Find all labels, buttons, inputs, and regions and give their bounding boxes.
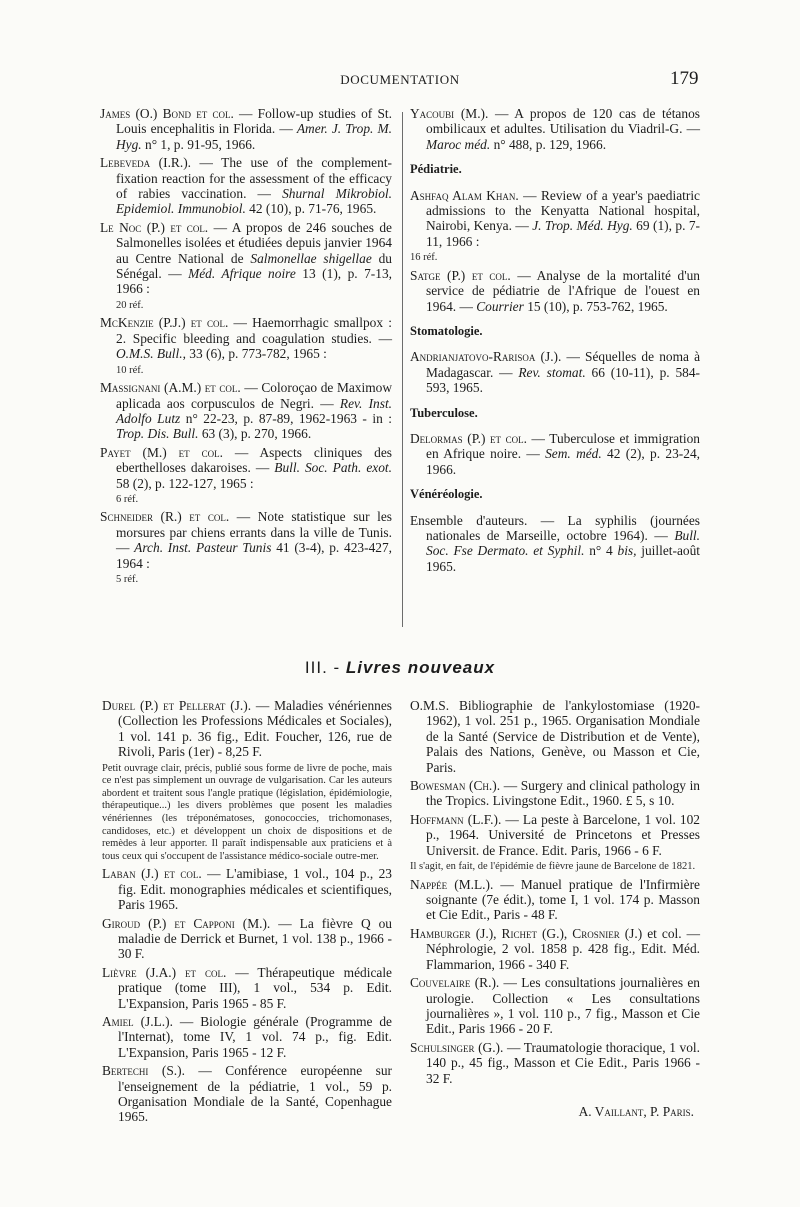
reference-count: 5 réf. xyxy=(116,574,139,586)
reference-text: — Les consultations journalières en urologie. Collection « Les consultations journalières », 1 vol. 110 p., 7 fig., Masson et Cie Edit., Paris 1966 - 20 F. xyxy=(426,975,700,1037)
reference-text: O.M.S. Bibliographie de l'ankylostomiase (1920-1962), 1 vol. 251 p., 1965. Organisation Mondiale de la Santé (Service de Distribution et de Vente), Palais des Nations, Genève, ou Masson et Cie, Paris. xyxy=(410,698,700,775)
reference-entry xyxy=(410,812,700,858)
reference-text: n° 488, p. 129, 1966. xyxy=(490,136,607,152)
section-numeral: III. - xyxy=(304,658,346,677)
section-heading-pediatrie: Pédiatrie. xyxy=(410,162,462,177)
reference-entry xyxy=(410,698,700,775)
reference-authors: James (O.) Bond et col. xyxy=(100,106,234,121)
reference-text: — Manuel pratique de l'Infirmière soignante (7e édit.), tome I, 1 vol. 174 p. Masson et Cie Edit., Paris - 48 F. xyxy=(426,876,701,923)
reference-authors: Ashfaq Alam Khan. xyxy=(410,187,519,203)
reference-authors: Amiel (J.L.). xyxy=(102,1014,173,1030)
section-name: Livres nouveaux xyxy=(345,658,496,677)
signature: A. Vaillant, P. Paris. xyxy=(578,1103,694,1119)
reference-entry xyxy=(102,866,392,912)
reference-source: Trop. Dis. Bull. xyxy=(116,426,199,442)
reference-source: Salmonellae shigellae xyxy=(250,250,372,266)
reference-source: Rev. Inst. Adolfo Lutz xyxy=(116,395,393,426)
reference-authors: Giroud (P.) et Capponi (M.). xyxy=(102,915,271,931)
reference-text: 42 (2), p. 23-24, 1966. xyxy=(426,446,701,477)
reference-authors: Laban (J.) et col. xyxy=(102,866,202,882)
reference-entry xyxy=(100,315,392,361)
reference-text: — A propos de 246 souches de Salmonelles isolées et étudiées depuis janvier 1964 au Centre National de xyxy=(116,219,393,266)
reference-text: n° 1, p. 91-95, 1966. xyxy=(141,136,256,152)
reference-authors: Schneider (R.) et col. xyxy=(100,509,230,525)
book-summary: Il s'agit, en fait, de l'épidémie de fièvre jaune de Barcelone de 1821. xyxy=(410,861,696,873)
reference-entry xyxy=(100,380,392,442)
reference-count: 10 réf. xyxy=(116,364,144,376)
reference-count: 20 réf. xyxy=(116,299,144,311)
reference-authors: Nappée (M.L.). xyxy=(410,876,494,892)
reference-entry xyxy=(100,445,392,491)
reference-authors: Massignani (A.M.) et col. xyxy=(100,380,241,396)
reference-source: Sem. méd. xyxy=(545,446,602,462)
reference-text: — Follow-up studies of St. Louis encephalitis in Florida. — xyxy=(116,106,392,137)
section-heading-stomatologie: Stomatologie. xyxy=(410,323,483,338)
reference-text: 42 (10), p. 71-76, 1965. xyxy=(245,201,377,217)
books-right-list xyxy=(410,698,700,1086)
reference-text: n° 22-23, p. 87-89, 1962-1963 - in : xyxy=(180,410,392,426)
reference-source: Amer. J. Trop. M. Hyg. xyxy=(116,121,392,152)
page-number: 179 xyxy=(670,68,699,89)
reference-entry xyxy=(102,698,392,760)
reference-entry xyxy=(102,1063,392,1125)
reference-authors: Lebeveda (I.R.). xyxy=(100,155,192,171)
reference-authors: Bowesman (Ch.). xyxy=(410,778,501,794)
references-column-left xyxy=(100,106,393,590)
section-heading-venereologie: Vénéréologie. xyxy=(410,487,483,502)
reference-text: 58 (2), p. 122-127, 1965 : xyxy=(116,475,254,491)
reference-text: — Analyse de la mortalité d'un service de pédiatrie de l'Afrique de l'ouest en 1964. — xyxy=(426,267,701,314)
reference-authors: Hamburger (J.), Richet (G.), Crosnier (J.) xyxy=(410,925,643,941)
reference-text: — Surgery and clinical pathology in the Tropics. Livingstone Edit., 1960. £ 5, s 10. xyxy=(426,778,701,809)
reference-entry xyxy=(102,965,392,1011)
reference-text: Ensemble d'auteurs. — La syphilis (journées nationales de Marseille, octobre 1964). — xyxy=(410,512,700,544)
books-column-left xyxy=(102,698,392,1128)
reference-source: Rev. stomat. xyxy=(518,364,586,380)
reference-authors: McKenzie (P.J.) et col. xyxy=(100,315,229,331)
reference-entry xyxy=(410,975,700,1037)
reference-text: 41 (3-4), p. 423-427, 1964 : xyxy=(116,540,392,571)
reference-source: J. Trop. Méd. Hyg. xyxy=(532,218,633,234)
venereologie-list xyxy=(410,513,700,575)
section-title xyxy=(0,658,800,678)
book-summary: Petit ouvrage clair, précis, publié sous forme de livre de poche, mais ce n'est pas simplement un ouvrage de vulgarisation. Car les auteurs abordent et traitent sous l'angle pratique (législation, épidémiologie, thérapeutique...) les divers problèmes que posent les maladies vénériennes (les tréponématoses, gonococcies, trichomonases, candidoses, etc.) et développent un choix de dispositions et de remèdes à leur apporter. Il paraît indispensable aux praticiens et à tous ceux qui s'occupent de l'assistance médico-sociale outre-mer. xyxy=(102,762,392,862)
reference-authors: Payet (M.) et col. xyxy=(100,444,223,460)
reference-source: O.M.S. Bull. xyxy=(116,346,183,362)
reference-source: Bull. Soc. Path. exot. xyxy=(274,460,392,476)
running-title: DOCUMENTATION xyxy=(340,72,460,87)
reference-entry xyxy=(410,1040,700,1086)
reference-text: 63 (3), p. 270, 1966. xyxy=(198,426,312,442)
reference-authors: Bertechi (S.). xyxy=(102,1063,185,1079)
reference-entry xyxy=(410,778,700,809)
reference-entry xyxy=(410,431,700,477)
reference-text: — La fièvre Q ou maladie de Derrick et Burnet, 1 vol. 138 p., 1966 - 30 F. xyxy=(118,915,392,962)
reference-source: Courrier xyxy=(476,298,524,314)
reference-authors: Lièvre (J.A.) et col. xyxy=(102,964,227,980)
reference-text: , 33 (6), p. 773-782, 1965 : xyxy=(182,346,327,362)
references-column-right xyxy=(410,106,700,577)
reference-entry xyxy=(102,1014,392,1060)
reference-text: — Traumatologie thoracique, 1 vol. 140 p., 45 fig., Masson et Cie Edit., Paris 1966 - 32 F. xyxy=(426,1039,700,1086)
reference-text: — Tuberculose et immigration en Afrique noire. — xyxy=(426,431,700,462)
reference-entry xyxy=(410,106,700,152)
reference-text: — Note statistique sur les morsures par chiens errants dans la ville de Tunis. — xyxy=(116,509,393,556)
reference-count: 6 réf. xyxy=(116,493,139,505)
reference-text: 69 (1), p. 7-11, 1966 : xyxy=(426,218,700,249)
reference-text: — Haemorrhagic smallpox : 2. Specific bleeding and coagulation studies. — xyxy=(116,315,392,346)
reference-text: — Conférence européenne sur l'enseignement de la pédiatrie, 1 vol., 59 p. Organisation Mondiale de la Santé, Copenhague 1965. xyxy=(118,1063,392,1125)
reference-authors: Satge (P.) et col. xyxy=(410,267,511,283)
reference-text: — Maladies vénériennes (Collection les Professions Médicales et Sociales), 1 vol. 141 p. 36 fig., Edit. Foucher, 126, rue de Rivoli, Paris (1er) - 8,25 F. xyxy=(118,698,393,760)
reference-count: 16 réf. xyxy=(410,252,438,264)
reference-text: — Coloroçao de Maximow aplicada aos corpusculos de Negri. — xyxy=(116,380,392,411)
reference-entry xyxy=(410,513,700,575)
reference-text: — Aspects cliniques des eberthelloses dakaroises. — xyxy=(116,444,392,476)
reference-entry xyxy=(100,220,392,297)
reference-source: bis, xyxy=(617,543,637,559)
reference-authors: Andrianjatovo-Rarisoa (J.). xyxy=(410,349,562,365)
reference-authors: Schulsinger (G.). xyxy=(410,1039,504,1055)
reference-entry xyxy=(410,926,700,972)
reference-text: — Séquelles de noma à Madagascar. — xyxy=(426,349,701,380)
reference-entry xyxy=(410,188,700,250)
reference-entry xyxy=(102,916,392,962)
reference-entry xyxy=(100,106,392,152)
reference-entry xyxy=(410,268,700,314)
reference-text: juillet-août 1965. xyxy=(426,543,700,574)
reference-authors: Le Noc (P.) et col. xyxy=(100,219,209,235)
pediatrie-list xyxy=(410,188,700,314)
reference-text: — Biologie générale (Programme de l'Internat), tome IV, 1 vol. 74 p., fig. Edit. L'Expansion, Paris 1965 - 12 F. xyxy=(118,1014,392,1060)
column-divider xyxy=(402,112,403,627)
reference-text: 13 (1), p. 7-13, 1966 : xyxy=(116,266,392,297)
reference-text: — Thérapeutique médicale pratique (tome III), 1 vol., 534 p. Edit. L'Expansion, Paris 1965 - 85 F. xyxy=(118,964,392,1011)
reference-entry xyxy=(410,877,700,923)
reference-text: et col. — Néphrologie, 2 vol. 1858 p. 428 fig., Edit. Méd. Flammarion, 1966 - 340 F. xyxy=(426,925,700,972)
reference-text: — The use of the complement-fixation reaction for the assessment of the efficacy of rabies vaccination. — xyxy=(116,155,392,202)
reference-source: Shurnal Mikrobiol. Epidemiol. Immunobiol. xyxy=(116,186,392,217)
reference-entry xyxy=(100,509,392,571)
reference-intro xyxy=(410,106,700,152)
reference-authors: Couvelaire (R.). xyxy=(410,975,500,991)
stomatologie-list xyxy=(410,349,700,395)
reference-text: n° 4 xyxy=(584,543,618,559)
reference-text: — L'amibiase, 1 vol., 104 p., 23 fig. Edit. monographies médicales et scientifiques, Paris 1965. xyxy=(118,866,392,913)
reference-text: 15 (10), p. 753-762, 1965. xyxy=(523,298,668,314)
reference-entry xyxy=(410,349,700,395)
reference-text: — Review of a year's paediatric admissions to the Kenyatta National hospital, Nairobi, Kenya. — xyxy=(426,187,700,234)
reference-text: — A propos de 120 cas de tétanos ombilicaux et adultes. Utilisation du Viadril-G. — xyxy=(426,106,700,137)
reference-authors: Delormas (P.) et col. xyxy=(410,431,527,446)
reference-source: Méd. Afrique noire xyxy=(188,266,296,282)
reference-authors: Hoffmann (L.F.). xyxy=(410,811,502,827)
tuberculose-list xyxy=(410,431,700,477)
reference-text: 66 (10-11), p. 584-593, 1965. xyxy=(426,364,700,396)
section-heading-tuberculose: Tuberculose. xyxy=(410,405,478,420)
reference-source: Maroc méd. xyxy=(426,136,491,152)
reference-entry xyxy=(100,155,392,217)
reference-source: Bull. Soc. Fse Dermato. et Syphil. xyxy=(426,528,700,559)
reference-text: du Sénégal. — xyxy=(116,250,392,282)
books-column-right xyxy=(410,698,700,1119)
reference-source: Arch. Inst. Pasteur Tunis xyxy=(134,540,272,556)
reference-authors: Durel (P.) et Pellerat (J.). xyxy=(102,698,252,713)
reference-authors: Yacoubi (M.). xyxy=(410,106,489,121)
reference-text: — La peste à Barcelone, 1 vol. 102 p., 1964. Université de Princetons et Presses Universit. de France. Edit. Paris, 1966 - 6 F. xyxy=(426,811,700,858)
